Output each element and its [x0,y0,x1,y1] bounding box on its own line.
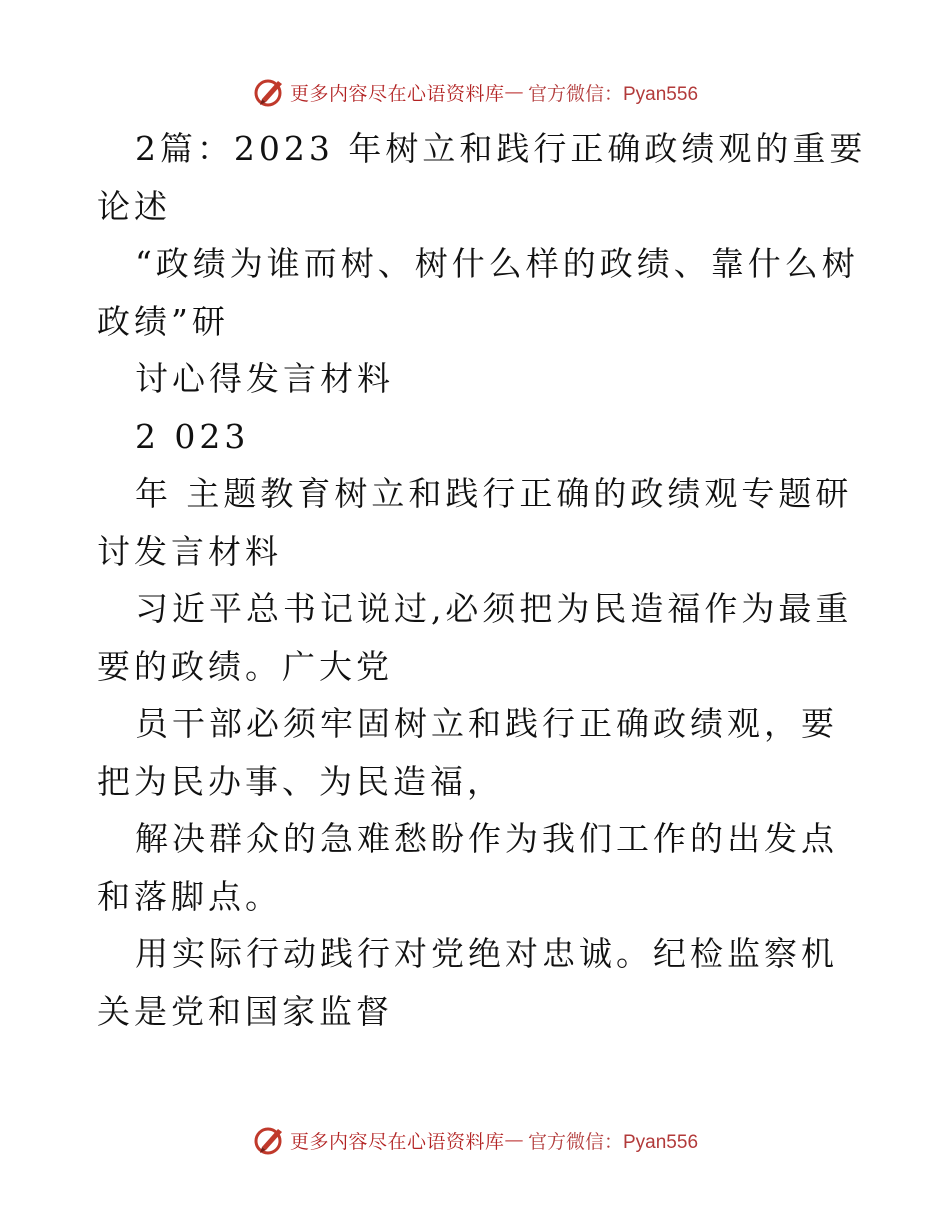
paragraph: “政绩为谁而树、树什么样的政绩、靠什么树政绩”研 [97,244,859,341]
paragraph: 2篇：2023 年树立和践行正确政绩观的重要论述 [97,129,867,226]
document-body [97,120,867,1040]
banner-wechat: 官方微信：Pyan556 [528,1131,699,1153]
header-banner [0,72,950,112]
paragraph: 员干部必须牢固树立和践行正确政绩观，要把为民办事、为民造福， [97,704,838,801]
banner-wechat: 官方微信：Pyan556 [528,83,699,105]
paragraph: 年 主题教育树立和践行正确的政绩观专题研讨发言材料 [97,474,853,571]
paragraph: 解决群众的急难愁盼作为我们工作的出发点和落脚点。 [97,819,838,916]
banner-separator: — [504,1129,524,1151]
banner-title: 更多内容尽在心语资料库 [289,82,505,105]
footer-banner [0,1120,950,1160]
paragraph: 2 023 [134,416,250,456]
pen-logo-icon [252,1123,286,1157]
paragraph: 习近平总书记说过,必须把为民造福作为最重要的政绩。广大党 [97,589,853,686]
banner-separator: — [504,81,524,103]
banner-title: 更多内容尽在心语资料库 [289,1130,505,1153]
paragraph: 讨心得发言材料 [134,359,394,398]
pen-logo-icon [252,75,286,109]
paragraph: 用实际行动践行对党绝对忠诚。纪检监察机关是党和国家监督 [97,934,838,1031]
